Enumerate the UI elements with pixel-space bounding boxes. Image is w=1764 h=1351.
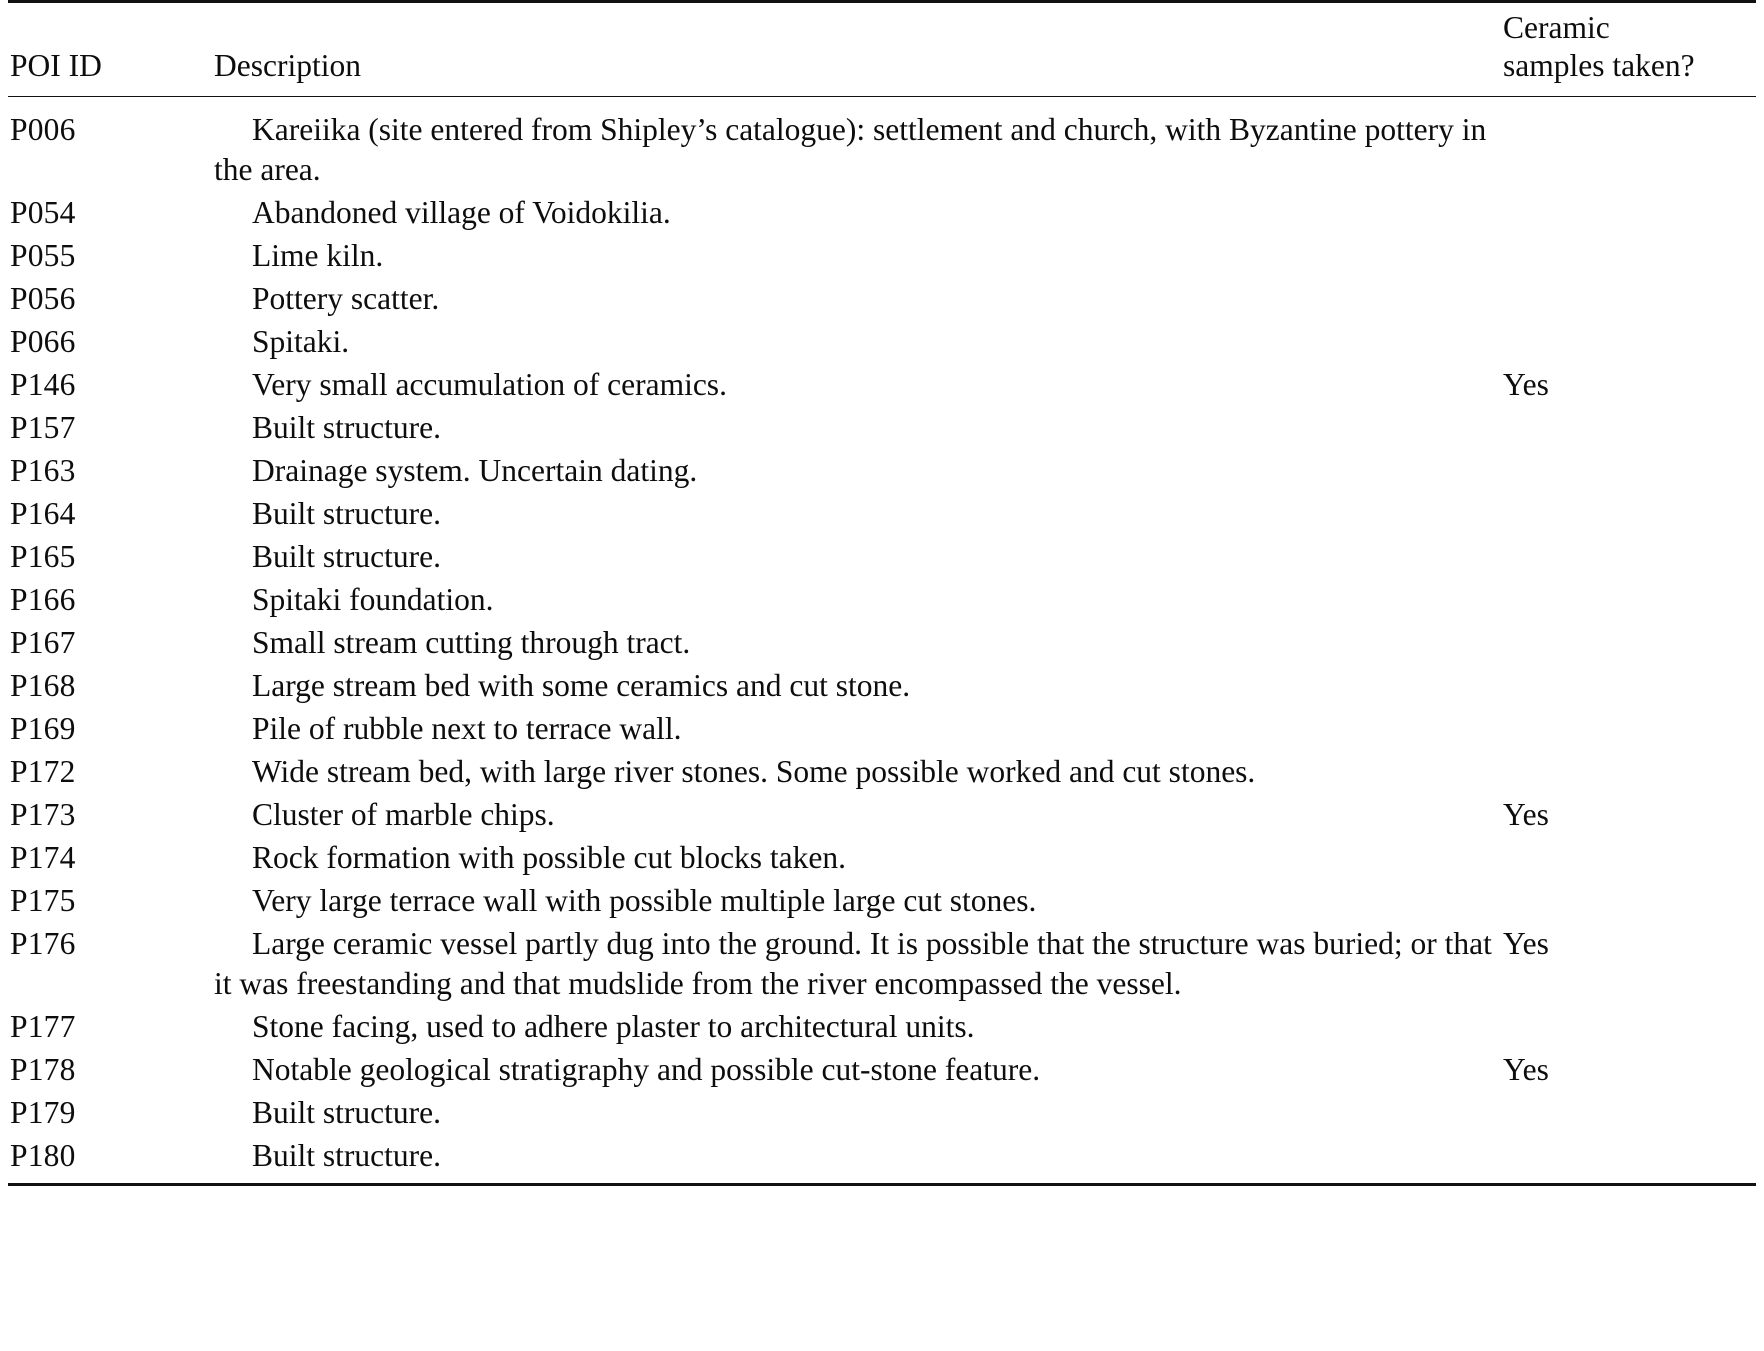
cell-ceramic-samples [1501,193,1756,236]
cell-poi-id: P176 [10,925,76,961]
description-text: Pottery scatter. [252,280,440,316]
description-text: Large stream bed with some ceramics and cut stone. [252,667,911,703]
description-text: Very small accumulation of ceramics. [252,366,727,402]
table-header [8,2,1756,97]
cell-description [200,408,1501,451]
cell-ceramic-samples [1501,838,1756,881]
cell-poi-id: P055 [10,237,76,273]
cell-poi-id: P146 [10,366,76,402]
cell-poi-id: P164 [10,495,76,531]
table-body [8,96,1756,1179]
column-header-ceramic-line1: Ceramic [1503,10,1610,45]
description-text: Built structure. [252,495,441,531]
column-header-description: Description [214,47,361,83]
cell-ceramic-samples [1501,752,1756,795]
cell-description [200,623,1501,666]
cell-description [200,322,1501,365]
cell-description [200,1007,1501,1050]
description-text: Drainage system. Uncertain dating. [252,452,698,488]
description-text: Built structure. [252,409,441,445]
cell-ceramic-samples: Yes [1503,1051,1549,1087]
cell-ceramic-samples [1501,322,1756,365]
cell-poi-id: P054 [10,194,76,230]
description-text: Small stream cutting through tract. [252,624,691,660]
cell-poi-id: P173 [10,796,76,832]
table-row [8,580,1756,623]
cell-poi-id: P056 [10,280,76,316]
cell-ceramic-samples: Yes [1503,925,1549,961]
cell-ceramic-samples [1501,236,1756,279]
cell-poi-id: P178 [10,1051,76,1087]
table-header-row [8,2,1756,97]
description-text: Spitaki foundation. [252,581,494,617]
cell-poi-id: P174 [10,839,76,875]
description-text: Built structure. [252,538,441,574]
cell-ceramic-samples [1501,451,1756,494]
cell-description [200,709,1501,752]
description-text: Wide stream bed, with large river stones. Some possible worked and cut stones. [252,753,1256,789]
description-text: Abandoned village of Voidokilia. [252,194,671,230]
cell-poi-id: P168 [10,667,76,703]
cell-ceramic-samples [1501,494,1756,537]
cell-poi-id: P172 [10,753,76,789]
cell-ceramic-samples [1501,709,1756,752]
cell-description [200,666,1501,709]
description-text: Very large terrace wall with possible multiple large cut stones. [252,882,1037,918]
cell-ceramic-samples [1501,279,1756,322]
cell-ceramic-samples [1501,623,1756,666]
description-text: Rock formation with possible cut blocks taken. [252,839,847,875]
cell-description [200,96,1501,193]
table-row [8,193,1756,236]
description-text: Cluster of marble chips. [252,796,555,832]
cell-ceramic-samples [1501,1136,1756,1179]
cell-description [200,451,1501,494]
cell-poi-id: P166 [10,581,76,617]
table-bottom-rule [8,1183,1756,1186]
description-text: Large ceramic vessel partly dug into the ground. It is possible that the structure was buried; or that it was freestanding and that mudslide from the river encompassed the vessel. [214,925,1492,1001]
table-row [8,537,1756,580]
cell-description [200,236,1501,279]
table-row [8,279,1756,322]
cell-description [200,193,1501,236]
table-row [8,96,1756,193]
cell-poi-id: P175 [10,882,76,918]
cell-description [200,795,1501,838]
cell-poi-id: P165 [10,538,76,574]
cell-poi-id: P177 [10,1008,76,1044]
description-text: Built structure. [252,1137,441,1173]
table-row [8,623,1756,666]
cell-description [200,881,1501,924]
description-text: Built structure. [252,1094,441,1130]
cell-poi-id: P179 [10,1094,76,1130]
cell-ceramic-samples [1501,537,1756,580]
table-row [8,494,1756,537]
table-row [8,322,1756,365]
table-row [8,236,1756,279]
cell-ceramic-samples [1501,881,1756,924]
column-header-poi-id: POI ID [10,47,102,83]
description-text: Pile of rubble next to terrace wall. [252,710,682,746]
description-text: Spitaki. [252,323,350,359]
cell-description [200,1050,1501,1093]
table-row [8,1050,1756,1093]
table-row [8,1007,1756,1050]
table-row [8,752,1756,795]
table-row [8,1136,1756,1179]
table-row [8,408,1756,451]
cell-description [200,494,1501,537]
cell-ceramic-samples [1501,580,1756,623]
table-row [8,881,1756,924]
cell-poi-id: P066 [10,323,76,359]
cell-poi-id: P157 [10,409,76,445]
poi-table [8,0,1756,1179]
table-row [8,365,1756,408]
cell-ceramic-samples: Yes [1503,796,1549,832]
table-row [8,838,1756,881]
cell-description [200,924,1501,1007]
cell-poi-id: P167 [10,624,76,660]
description-text: Notable geological stratigraphy and possible cut-stone feature. [252,1051,1041,1087]
cell-ceramic-samples [1501,666,1756,709]
description-text: Stone facing, used to adhere plaster to architectural units. [252,1008,975,1044]
column-header-ceramic-line2: samples taken? [1503,48,1695,84]
cell-description [200,1093,1501,1136]
cell-poi-id: P006 [10,111,76,147]
description-text: Lime kiln. [252,237,384,273]
cell-description [200,365,1501,408]
cell-description [200,580,1501,623]
cell-poi-id: P169 [10,710,76,746]
table-row [8,924,1756,1007]
cell-poi-id: P180 [10,1137,76,1173]
column-header-ceramic-samples [1501,2,1756,97]
description-text: Kareiika (site entered from Shipley’s catalogue): settlement and church, with Byzantine pottery in the area. [214,111,1487,187]
cell-ceramic-samples: Yes [1503,366,1549,402]
cell-description [200,537,1501,580]
cell-description [200,838,1501,881]
cell-ceramic-samples [1501,96,1756,193]
cell-description [200,752,1501,795]
table-row [8,709,1756,752]
cell-ceramic-samples [1501,408,1756,451]
cell-description [200,1136,1501,1179]
table-row [8,1093,1756,1136]
cell-ceramic-samples [1501,1093,1756,1136]
table-row [8,666,1756,709]
cell-description [200,279,1501,322]
cell-ceramic-samples [1501,1007,1756,1050]
cell-poi-id: P163 [10,452,76,488]
table-row [8,795,1756,838]
table-row [8,451,1756,494]
